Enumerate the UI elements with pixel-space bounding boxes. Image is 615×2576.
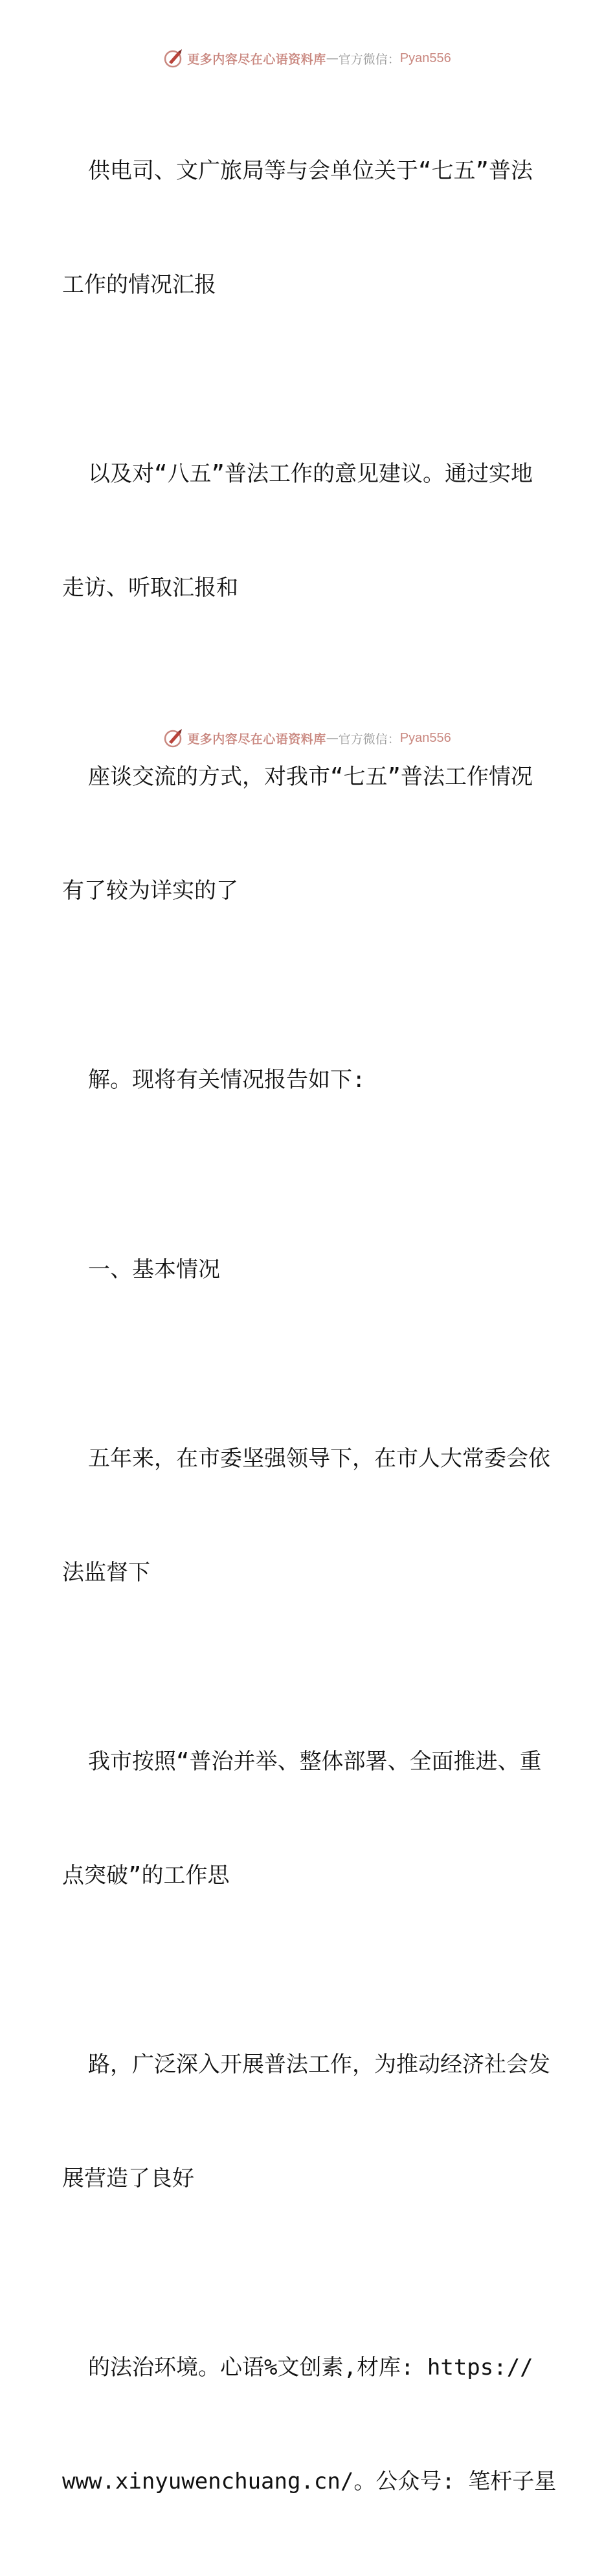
quill-pen-seal-icon [164,728,184,748]
paragraph [62,379,554,682]
wechat-label: 官方微信： [338,732,400,746]
paragraph [62,2273,557,2576]
text-line: 的法治环境。心语%文创素,材库: https:// [88,2355,533,2380]
text-line: 走访、听取汇报和 [62,574,238,601]
footer-banner [0,725,615,751]
section-heading [62,1175,554,1365]
text-line: www.xinyuwenchuang.cn/。公众号: 笔杆子星 [62,2468,557,2494]
wechat-id: Pyan556 [399,730,451,745]
text-line: 点突破”的工作思 [62,1862,230,1888]
text-line: 工作的情况汇报 [62,271,216,298]
text-line: 解。现将有关情况报告如下: [88,1067,366,1093]
paragraph [62,1970,554,2273]
text-line: 展营造了良好 [62,2165,194,2191]
text-line: 法监督下 [62,1559,150,1585]
text-line: 我市按照“普治并举、整体部署、全面推进、重 [88,1749,542,1775]
banner-separator: — [326,51,339,65]
paragraph [62,1667,554,1970]
text-line: 有了较为详实的了 [62,877,238,904]
wechat-id: Pyan556 [399,50,451,65]
document-body [62,76,557,2576]
text-line: 供电司、文广旅局等与会单位关于“七五”普法 [88,158,533,184]
text-line: 五年来，在市委坚强领导下，在市人大常委会依 [88,1446,550,1472]
header-banner [0,45,615,71]
text-line: 路，广泛深入开展普法工作，为推动经济社会发 [88,2052,550,2078]
promo-text: 更多内容尽在心语资料库 [187,52,326,67]
paragraph [62,76,554,379]
paragraph [62,985,554,1175]
wechat-label: 官方微信： [338,52,400,67]
text-line: 以及对“八五”普法工作的意见建议。通过实地 [88,461,533,487]
paragraph [62,1364,554,1667]
quill-pen-seal-icon [164,48,184,69]
text-line: 座谈交流的方式，对我市“七五”普法工作情况 [88,764,533,790]
text-line: 一、基本情况 [88,1256,220,1282]
banner-separator: — [326,731,339,745]
promo-text: 更多内容尽在心语资料库 [187,732,326,746]
